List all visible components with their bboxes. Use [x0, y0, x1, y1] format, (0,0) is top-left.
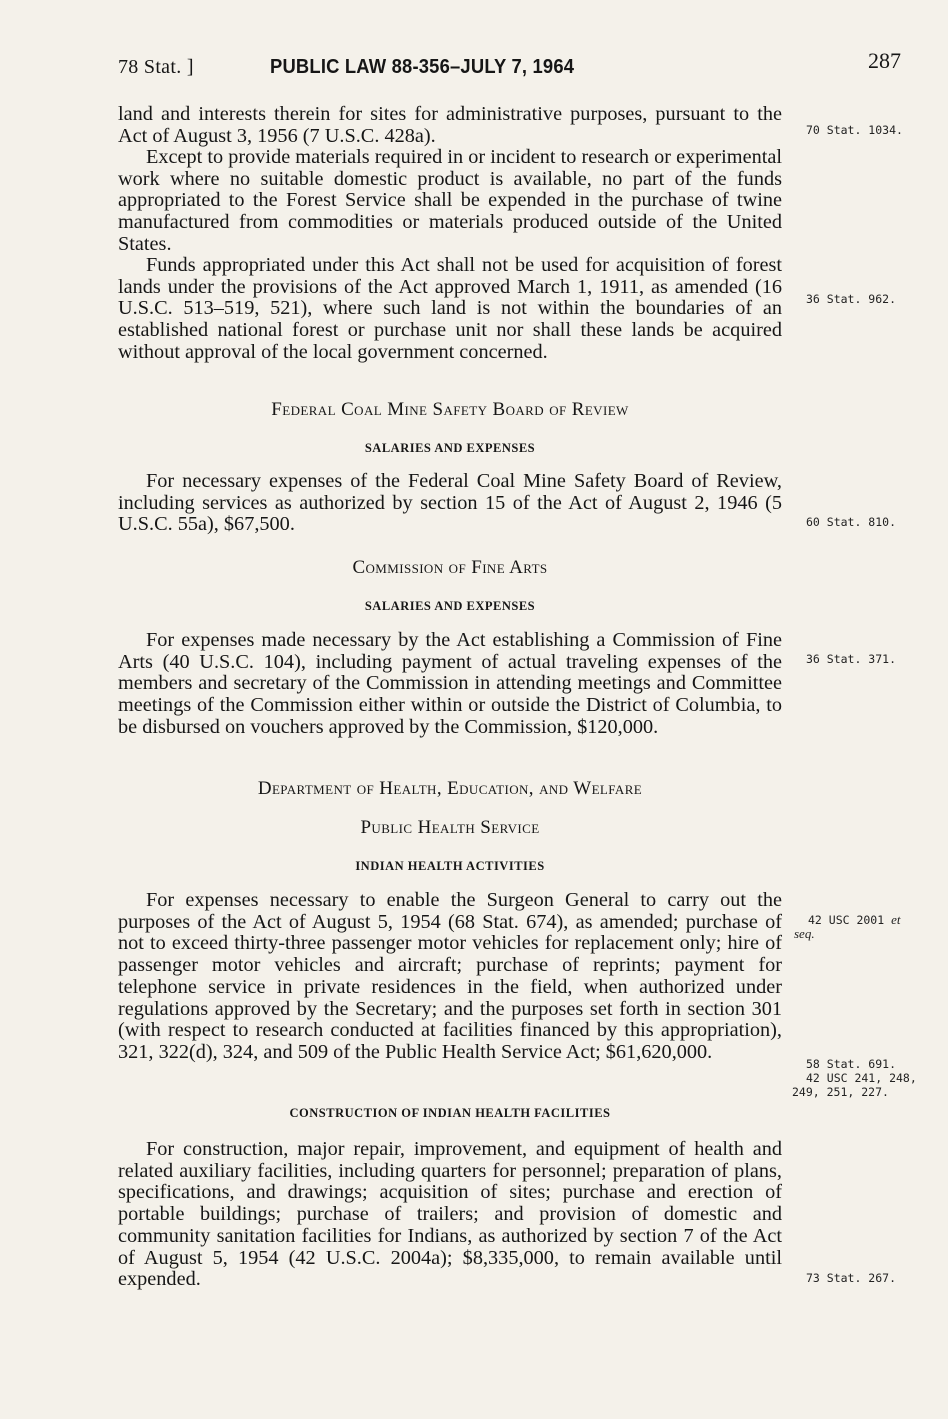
statute-volume-label: 78 Stat. ] [118, 56, 194, 78]
margin-note-text: 42 USC 241, 248, [806, 1071, 917, 1085]
heading-public-health-service: Public Health Service [360, 817, 540, 838]
paragraph-coal-board-expenses: For necessary expenses of the Federal Coal Mine Safety Board of Review, including services as authorized by section 15 of the Act of August 2, 1946 (5 U.S.C. 55a), $67,500. [118, 470, 782, 536]
heading-fine-arts: Commission of Fine Arts [352, 557, 548, 578]
paragraph-fine-arts-expenses: For expenses made necessary by the Act establishing a Commission of Fine Arts (40 U.S.C. 104), including payment of actual traveling expenses of the members and secretary of the Commission in attending meetings and Committee meetings of the Commission either within or outside the District of Columbia, to be disbursed on vouchers approved by the Commission, $120,000. [118, 629, 782, 738]
heading-hew: Department of Health, Education, and Welfare [257, 778, 643, 799]
margin-note-text: 42 USC 2001 [808, 913, 885, 927]
margin-note [794, 912, 901, 941]
subheading-salaries-expenses: SALARIES AND EXPENSES [364, 599, 536, 613]
margin-note: 36 Stat. 962. [806, 292, 897, 306]
subheading-salaries-expenses: SALARIES AND EXPENSES [364, 441, 536, 455]
paragraph-forest-sites: land and interests therein for sites for administrative purposes, pursuant to the Act of August 3, 1956 (7 U.S.C. 428a). [118, 103, 782, 147]
running-head-title: PUBLIC LAW 88-356–JULY 7, 1964 [270, 56, 575, 78]
heading-coal-mine-board: Federal Coal Mine Safety Board of Review [271, 399, 629, 420]
margin-note-text: 58 Stat. 691. [806, 1057, 897, 1071]
margin-note: 60 Stat. 810. [806, 515, 897, 529]
paragraph-twine-restriction: Except to provide materials required in or incident to research or experimental work where no suitable domestic product is available, no part of the funds appropriated to the Forest Service shall be expended in the purchase of twine manufactured from commodities or materials produced outside of the United States. [118, 146, 782, 255]
paragraph-indian-health-construction: For construction, major repair, improvement, and equipment of health and related auxiliary facilities, including quarters for personnel; preparation of plans, specifications, and drawings; acquisition of sites; purchase and erection of portable buildings; purchase of trailers; and provision of domestic and community sanitation facilities for Indians, as authorized by section 7 of the Act of August 5, 1954 (42 U.S.C. 2004a); $8,335,000, to remain available until expended. [118, 1138, 782, 1291]
margin-note: 36 Stat. 371. [806, 652, 897, 666]
margin-note [792, 1057, 917, 1099]
margin-note-italic: seq. [794, 926, 815, 941]
margin-note: 70 Stat. 1034. [806, 123, 903, 137]
paragraph-forest-land-acquisition: Funds appropriated under this Act shall not be used for acquisition of forest lands under the provisions of the Act approved March 1, 1911, as amended (16 U.S.C. 513–519, 521), where such land is not within the boundaries of an established national forest or purchase unit nor shall these lands be acquired without approval of the local government concerned. [118, 254, 782, 363]
margin-note-text: 249, 251, 227. [792, 1085, 889, 1099]
margin-note: 73 Stat. 267. [806, 1271, 897, 1285]
subheading-indian-health-construction: CONSTRUCTION OF INDIAN HEALTH FACILITIES [289, 1106, 611, 1120]
subheading-indian-health-activities: INDIAN HEALTH ACTIVITIES [355, 859, 545, 873]
page-number: 287 [868, 48, 901, 73]
paragraph-indian-health-activities: For expenses necessary to enable the Surgeon General to carry out the purposes of the Act of August 5, 1954 (68 Stat. 674), as amended; purchase of not to exceed thirty-three passenger motor vehicles for replacement only; hire of passenger motor vehicles and aircraft; purchase of reprints; payment for telephone service in private residences in the field, when authorized under regulations approved by the Secretary; and the purposes set forth in section 301 (with respect to research conducted at facilities financed by this appropriation), 321, 322(d), 324, and 509 of the Public Health Service Act; $61,620,000. [118, 889, 782, 1063]
margin-note-italic: et [891, 912, 901, 927]
